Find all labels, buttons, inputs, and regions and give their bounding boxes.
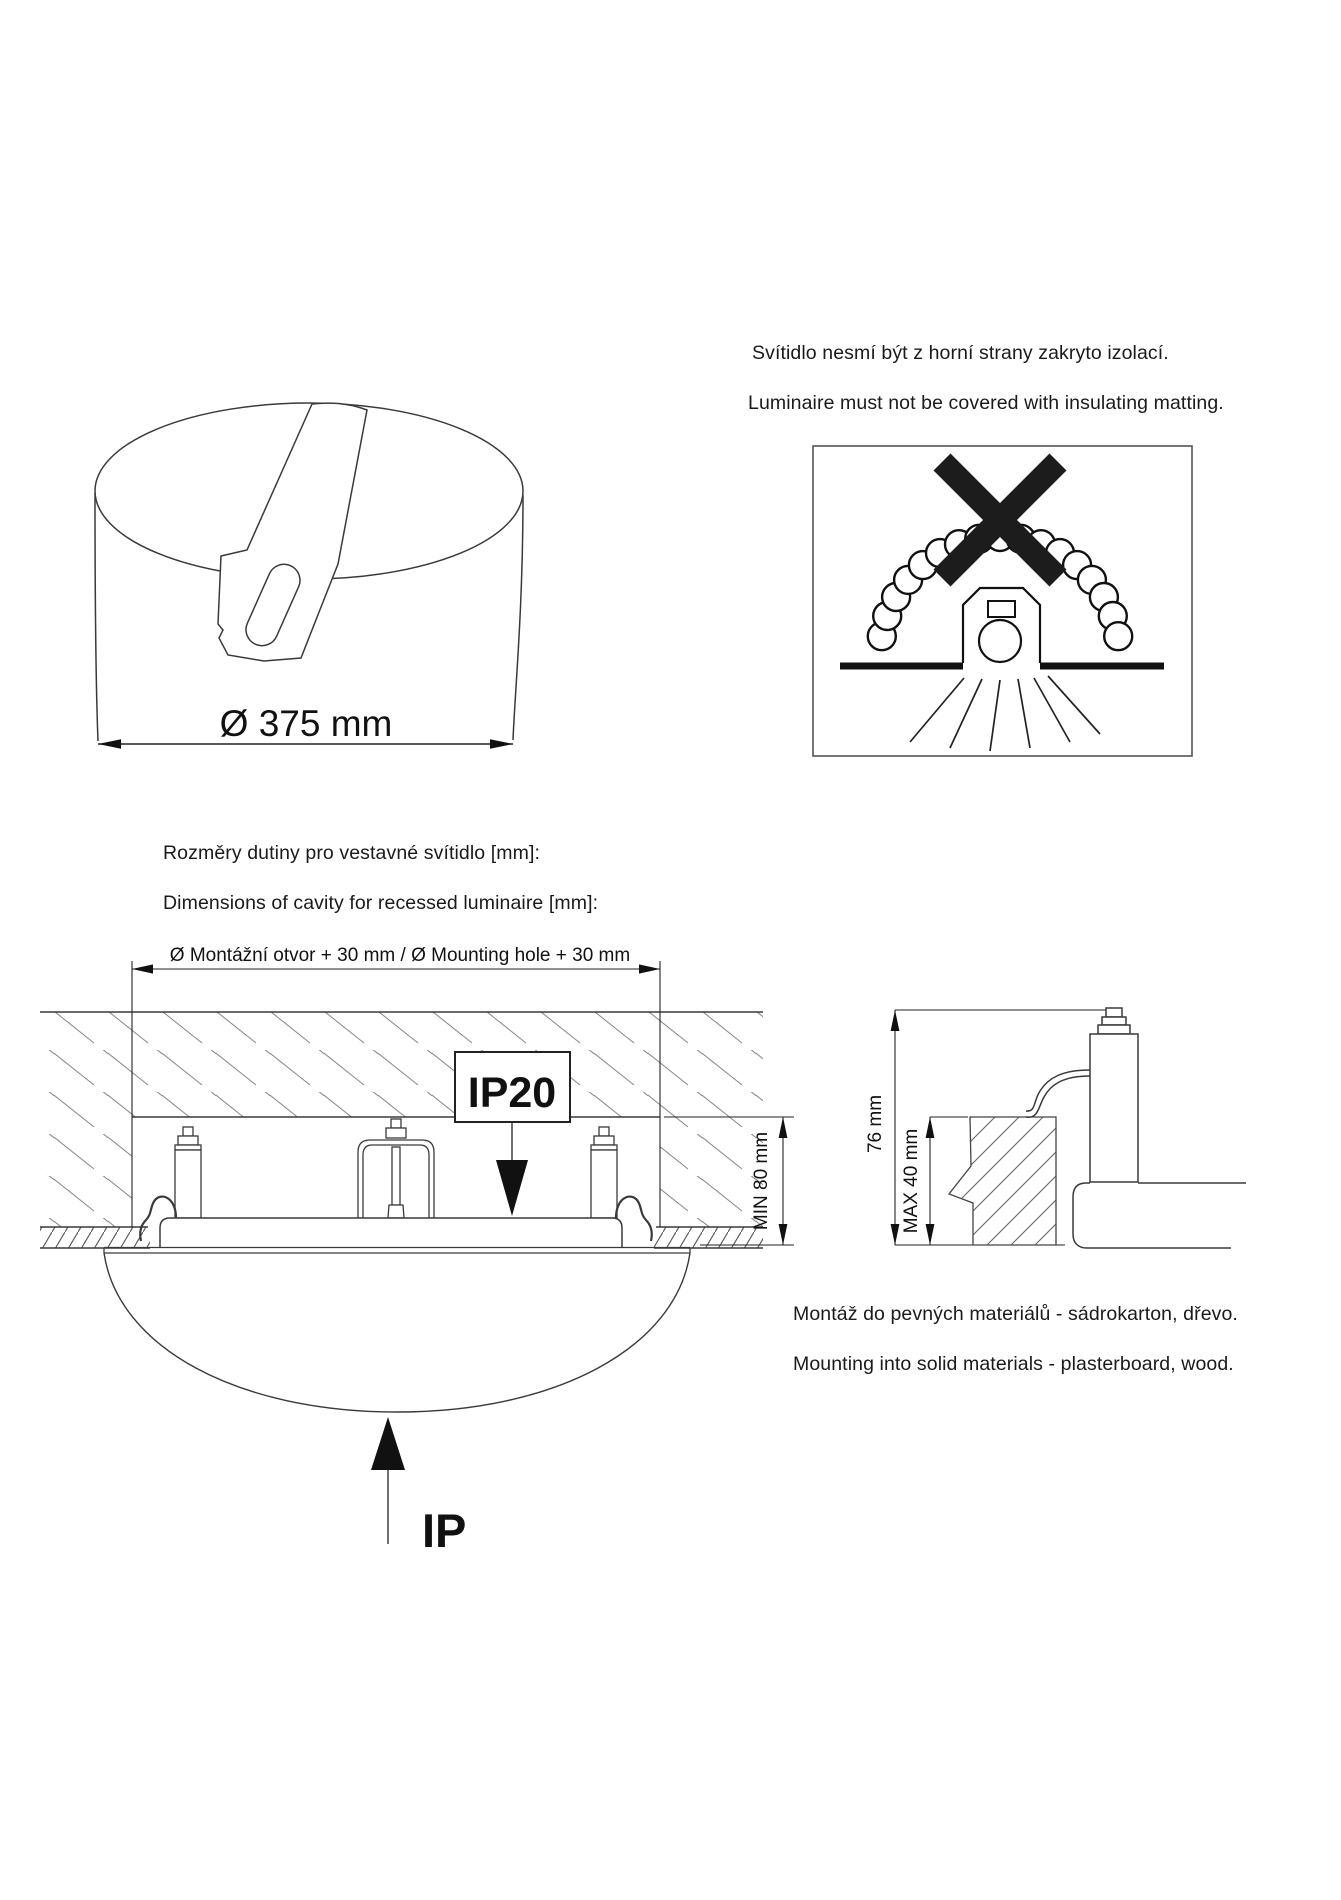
cavity-heading-cs: Rozměry dutiny pro vestavné svítidlo [mm]: <box>163 842 540 864</box>
max-panel-dimension <box>901 1117 968 1245</box>
dim-arrow-down-icon <box>891 1224 900 1245</box>
dim-arrow-down-icon <box>779 1224 788 1245</box>
ip-rating-label: IP20 <box>467 1069 557 1117</box>
luminaire-base-edge <box>1073 1183 1246 1248</box>
no-insulation-cover-icon <box>812 445 1193 757</box>
luminaire-side-left <box>95 493 98 741</box>
max-panel-label: MAX 40 mm <box>901 1128 922 1234</box>
dim-arrow-down-icon <box>926 1224 935 1245</box>
cavity-heading-en: Dimensions of cavity for recessed luminaire [mm]: <box>163 892 599 914</box>
diameter-label: Ø 375 mm <box>219 703 393 744</box>
insulation-warning-text-en: Luminaire must not be covered with insulating matting. <box>748 392 1224 414</box>
dim-arrow-left-icon <box>98 739 121 748</box>
luminaire-side-right <box>513 495 523 740</box>
ip-ingress-arrow <box>371 1417 466 1557</box>
dim-arrow-up-icon <box>779 1117 788 1138</box>
mounting-bracket-strap <box>218 403 367 661</box>
mounting-hole-label: Ø Montážní otvor + 30 mm / Ø Mounting hole + 30 mm <box>169 945 631 966</box>
luminaire-top-view-drawing <box>80 390 540 765</box>
ip-rating-callout <box>455 1052 570 1216</box>
mounting-note-en: Mounting into solid materials - plasterboard, wood. <box>793 1353 1234 1375</box>
opal-dome <box>104 1253 690 1412</box>
min-depth-label: MIN 80 mm <box>751 1131 772 1231</box>
center-spring-bracket <box>358 1119 434 1218</box>
insulation-warning-text-cs: Svítidlo nesmí být z horní strany zakryto izolací. <box>752 342 1169 364</box>
recessed-lamp-icon <box>963 588 1040 663</box>
down-arrow-icon <box>496 1160 528 1216</box>
dim-arrow-right-icon <box>639 964 660 973</box>
mounting-stud-left <box>175 1127 201 1218</box>
spring-clip <box>1026 1070 1090 1117</box>
luminaire-body <box>104 1197 690 1412</box>
mounting-detail-drawing <box>858 985 1288 1275</box>
stud-boss <box>1090 1008 1138 1182</box>
up-arrow-icon <box>371 1417 405 1470</box>
dim-arrow-left-icon <box>132 964 153 973</box>
mounting-stud-right <box>591 1127 617 1218</box>
ip-arrow-label: IP <box>422 1504 467 1557</box>
dim-arrow-right-icon <box>490 739 513 748</box>
mounting-note-cs: Montáž do pevných materiálů - sádrokarton, dřevo. <box>793 1303 1238 1325</box>
diameter-dimension <box>98 703 513 749</box>
cavity-cross-section-drawing <box>30 940 820 1610</box>
plasterboard-block <box>949 1117 1056 1245</box>
trim-ring <box>104 1248 690 1254</box>
recess-depth-label: 76 mm <box>865 1094 886 1154</box>
dim-arrow-up-icon <box>926 1117 935 1138</box>
dim-arrow-up-icon <box>891 1010 900 1031</box>
